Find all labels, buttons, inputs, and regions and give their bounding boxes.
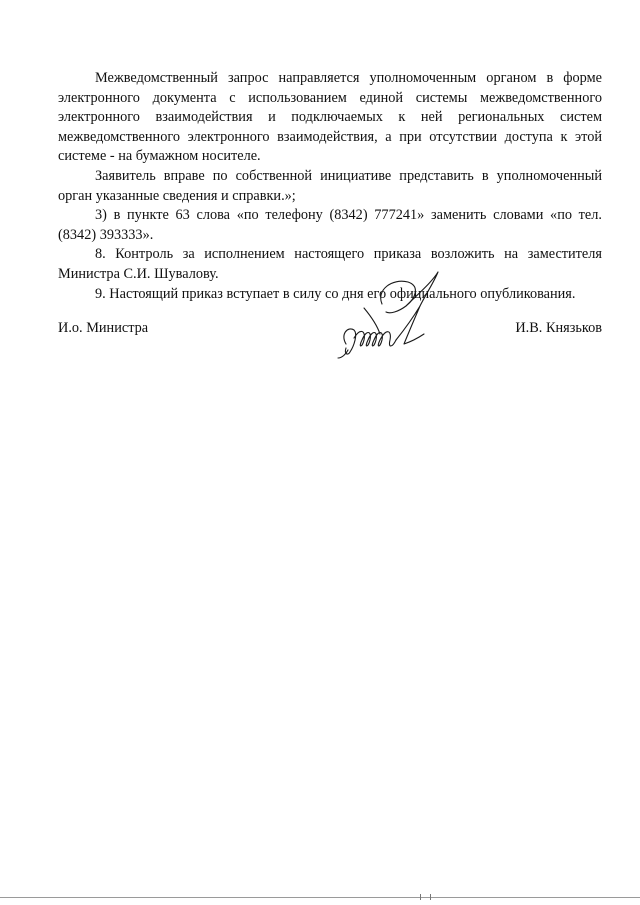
paragraph-item-9-effective-date: 9. Настоящий приказ вступает в силу со дня его официального опубликования. xyxy=(95,285,576,302)
paragraph-interagency-request: Межведомственный запрос направляется уполномоченным органом в форме электронного документа с использованием единой системы межведомственного электронного взаимодействия и подключаемых к ней региональных систем межведомственного электронного взаимодействия, а при отсутствии доступа к этой системе - на бумажном носителе. xyxy=(58,70,602,165)
position-title: И.о. Министра xyxy=(58,320,149,336)
handwritten-signature xyxy=(334,268,444,360)
paragraph-item-3-phone-change: 3) в пункте 63 слова «по телефону (8342) 777241» заменить словами «по тел. (8342) 393333». xyxy=(58,207,602,243)
page-bottom-scan-mark xyxy=(420,894,431,900)
page-bottom-scan-line xyxy=(0,897,640,898)
signer-name: И.В. Князьков xyxy=(515,320,602,336)
document-body xyxy=(58,69,602,304)
paragraph-applicant-right: Заявитель вправе по собственной инициативе представить в уполномоченный орган указанные сведения и справки.»; xyxy=(58,167,602,204)
signature-row xyxy=(58,320,602,340)
paragraph-item-8-control: 8. Контроль за исполнением настоящего приказа возложить на заместителя Министра С.И. Шувалову. xyxy=(58,246,602,282)
